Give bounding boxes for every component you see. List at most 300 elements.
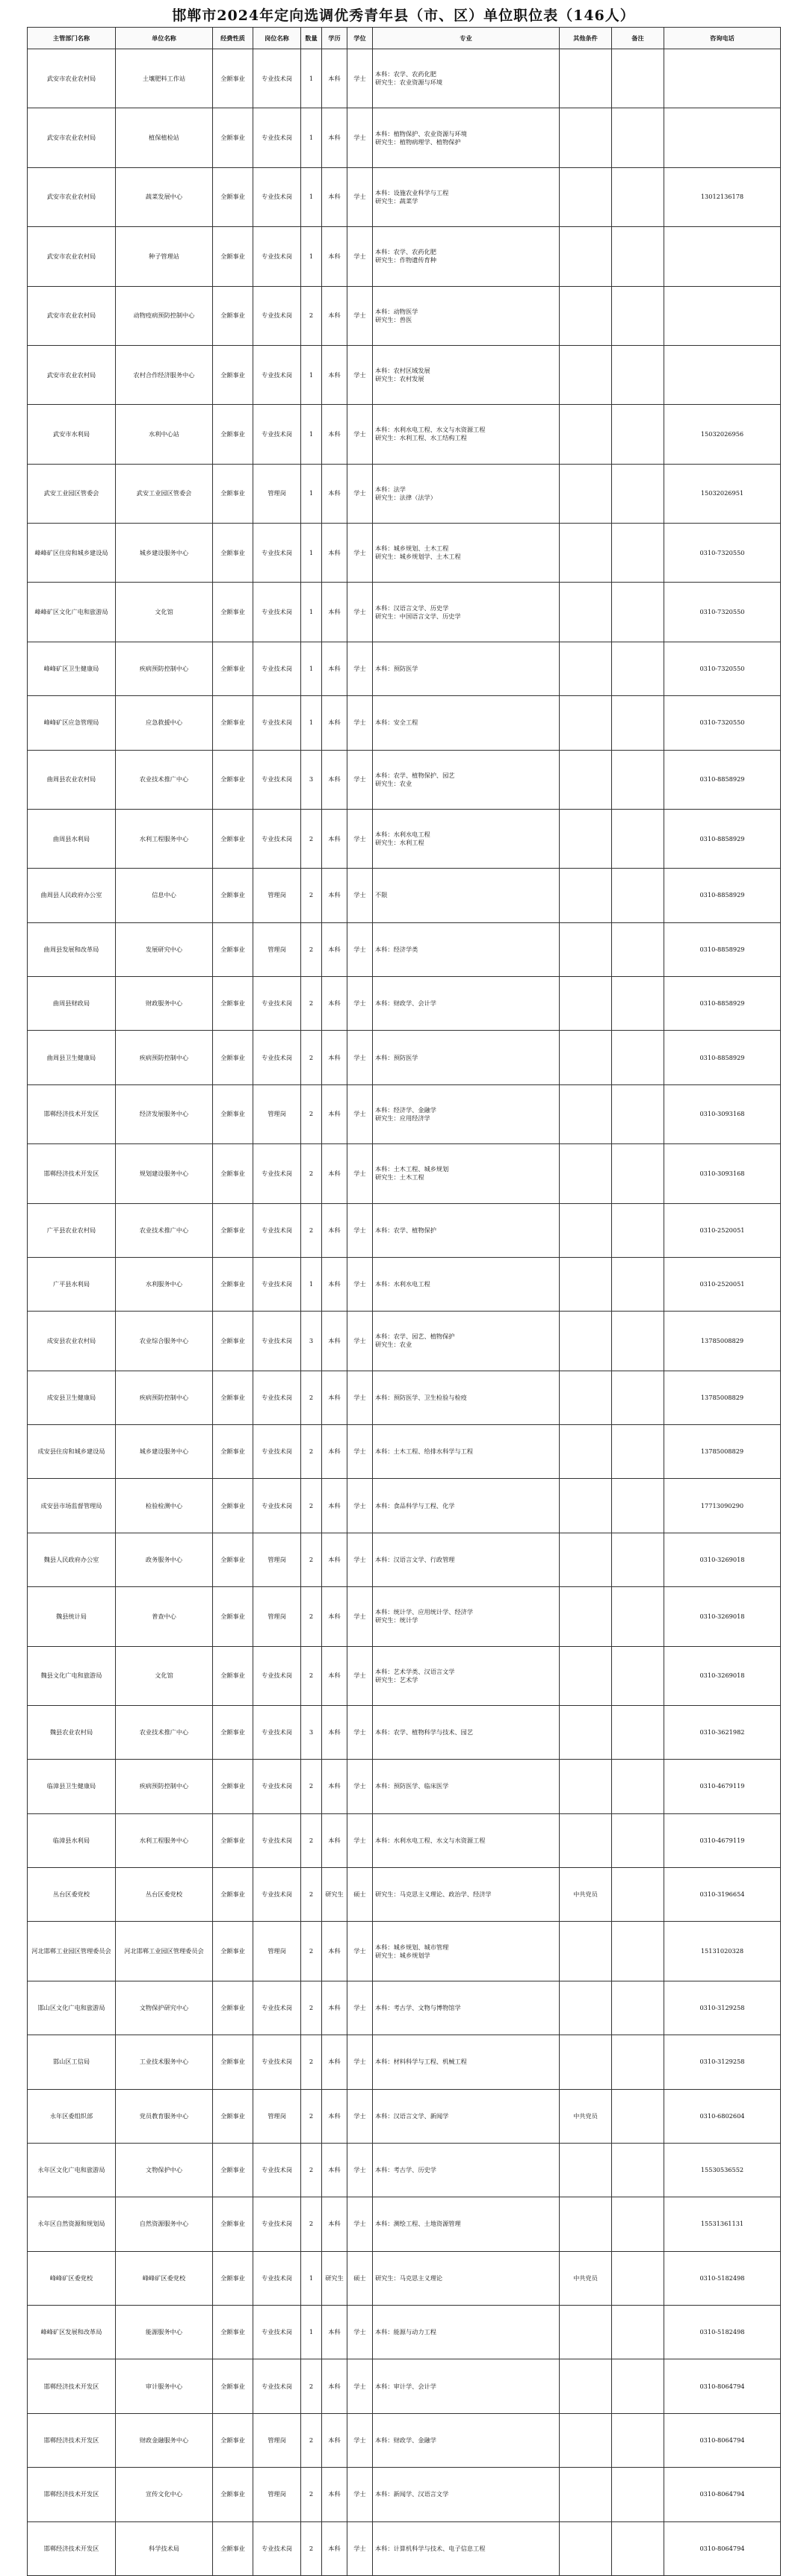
cell-edu: 本科 — [322, 1705, 347, 1759]
cell-major: 本科：水利水电工程、水文与水资源工程 — [373, 1813, 560, 1867]
cell-deg: 学士 — [347, 809, 373, 868]
cell-deg: 学士 — [347, 167, 373, 226]
cell-deg: 学士 — [347, 642, 373, 695]
cell-post: 管理岗 — [253, 1587, 301, 1646]
cell-note — [612, 696, 664, 750]
cell-tel: 15530536552 — [664, 2143, 781, 2197]
cell-tel: 0310-2520051 — [664, 1203, 781, 1257]
cell-deg: 学士 — [347, 1922, 373, 1981]
cell-post: 专业技术岗 — [253, 2251, 301, 2305]
cell-num: 3 — [301, 750, 322, 809]
cell-tel: 0310-5182498 — [664, 2251, 781, 2305]
table-row — [28, 2035, 781, 2089]
table-row — [28, 524, 781, 583]
table-row — [28, 49, 781, 108]
cell-tel: 0310-2520051 — [664, 1257, 781, 1311]
cell-num: 1 — [301, 464, 322, 523]
cell-post: 管理岗 — [253, 2089, 301, 2143]
cell-other — [560, 750, 612, 809]
cell-edu: 本科 — [322, 1646, 347, 1705]
cell-fund: 全额事业 — [213, 1981, 253, 2035]
cell-tel: 15131020328 — [664, 1922, 781, 1981]
cell-other — [560, 1425, 612, 1479]
cell-num: 2 — [301, 809, 322, 868]
cell-major: 本科：汉语言文学、历史学 研究生：中国语言文学、历史学 — [373, 583, 560, 642]
cell-unit: 宣传文化中心 — [116, 2468, 213, 2521]
table-row — [28, 922, 781, 976]
cell-tel: 0310-7320550 — [664, 524, 781, 583]
cell-fund: 全额事业 — [213, 1425, 253, 1479]
cell-major: 本科：法学 研究生：法律（法学） — [373, 464, 560, 523]
cell-deg: 学士 — [347, 345, 373, 404]
cell-other — [560, 869, 612, 922]
cell-fund: 全额事业 — [213, 1705, 253, 1759]
column-header: 数量 — [301, 28, 322, 49]
cell-post: 专业技术岗 — [253, 696, 301, 750]
cell-note — [612, 2521, 664, 2575]
column-header: 主管部门名称 — [28, 28, 116, 49]
cell-fund: 全额事业 — [213, 583, 253, 642]
cell-other — [560, 1312, 612, 1371]
cell-num: 1 — [301, 1257, 322, 1311]
cell-post: 专业技术岗 — [253, 1705, 301, 1759]
cell-post: 专业技术岗 — [253, 809, 301, 868]
cell-unit: 文化馆 — [116, 1646, 213, 1705]
cell-major: 本科：水利水电工程 研究生：水利工程 — [373, 809, 560, 868]
cell-unit: 疾病预防控制中心 — [116, 1031, 213, 1084]
cell-note — [612, 1646, 664, 1705]
table-row — [28, 2089, 781, 2143]
cell-note — [612, 1587, 664, 1646]
cell-major: 本科：预防医学 — [373, 1031, 560, 1084]
cell-unit: 疾病预防控制中心 — [116, 1371, 213, 1424]
cell-unit: 政务服务中心 — [116, 1533, 213, 1586]
cell-major: 本科：动物医学 研究生：兽医 — [373, 286, 560, 345]
cell-deg: 硕士 — [347, 2251, 373, 2305]
cell-edu: 本科 — [322, 2035, 347, 2089]
cell-fund: 全额事业 — [213, 1646, 253, 1705]
cell-deg: 学士 — [347, 1587, 373, 1646]
cell-deg: 学士 — [347, 2521, 373, 2575]
cell-other: 中共党员 — [560, 2089, 612, 2143]
cell-post: 专业技术岗 — [253, 2143, 301, 2197]
table-row — [28, 2413, 781, 2467]
table-row — [28, 1981, 781, 2035]
cell-edu: 本科 — [322, 696, 347, 750]
cell-post: 专业技术岗 — [253, 345, 301, 404]
cell-deg: 学士 — [347, 227, 373, 286]
cell-dept: 魏县人民政府办公室 — [28, 1533, 116, 1586]
cell-deg: 学士 — [347, 1813, 373, 1867]
cell-other — [560, 49, 612, 108]
cell-deg: 学士 — [347, 922, 373, 976]
cell-dept: 峰峰矿区文化广电和旅游局 — [28, 583, 116, 642]
cell-dept: 邯郸经济技术开发区 — [28, 1084, 116, 1143]
column-header: 咨询电话 — [664, 28, 781, 49]
cell-unit: 水利工程服务中心 — [116, 1813, 213, 1867]
column-header: 备注 — [612, 28, 664, 49]
cell-post: 管理岗 — [253, 1922, 301, 1981]
table-header-row — [28, 28, 781, 49]
cell-dept: 魏县统计局 — [28, 1587, 116, 1646]
cell-note — [612, 2035, 664, 2089]
cell-other — [560, 1813, 612, 1867]
cell-note — [612, 1257, 664, 1311]
cell-edu: 本科 — [322, 49, 347, 108]
cell-major: 本科：农学、园艺、植物保护 研究生：农业 — [373, 1312, 560, 1371]
cell-edu: 本科 — [322, 167, 347, 226]
cell-post: 专业技术岗 — [253, 1813, 301, 1867]
cell-note — [612, 2413, 664, 2467]
cell-tel: 0310-3269018 — [664, 1533, 781, 1586]
cell-major: 本科：土木工程、给排水科学与工程 — [373, 1425, 560, 1479]
table-row — [28, 1587, 781, 1646]
cell-post: 管理岗 — [253, 869, 301, 922]
cell-unit: 农业技术推广中心 — [116, 750, 213, 809]
cell-tel — [664, 345, 781, 404]
table-row — [28, 2306, 781, 2359]
cell-post: 专业技术岗 — [253, 2197, 301, 2251]
cell-major: 研究生：马克思主义理论、政治学、经济学 — [373, 1868, 560, 1922]
cell-num: 1 — [301, 167, 322, 226]
cell-num: 2 — [301, 1981, 322, 2035]
cell-deg: 学士 — [347, 108, 373, 167]
cell-major: 本科：农村区域发展 研究生：农村发展 — [373, 345, 560, 404]
cell-tel: 0310-5182498 — [664, 2306, 781, 2359]
cell-major: 本科：能源与动力工程 — [373, 2306, 560, 2359]
cell-unit: 水利服务中心 — [116, 1257, 213, 1311]
cell-num: 1 — [301, 227, 322, 286]
cell-dept: 武安工业园区管委会 — [28, 464, 116, 523]
cell-post: 专业技术岗 — [253, 977, 301, 1031]
cell-unit: 发展研究中心 — [116, 922, 213, 976]
cell-dept: 成安县卫生健康局 — [28, 1371, 116, 1424]
cell-post: 专业技术岗 — [253, 2035, 301, 2089]
cell-note — [612, 49, 664, 108]
cell-unit: 审计服务中心 — [116, 2359, 213, 2413]
cell-fund: 全额事业 — [213, 1813, 253, 1867]
cell-note — [612, 167, 664, 226]
cell-fund: 全额事业 — [213, 1257, 253, 1311]
cell-post: 专业技术岗 — [253, 1312, 301, 1371]
cell-note — [612, 2359, 664, 2413]
cell-num: 2 — [301, 2359, 322, 2413]
cell-note — [612, 2089, 664, 2143]
table-row — [28, 1371, 781, 1424]
cell-other — [560, 2521, 612, 2575]
cell-post: 专业技术岗 — [253, 1981, 301, 2035]
cell-num: 1 — [301, 2306, 322, 2359]
cell-fund: 全额事业 — [213, 345, 253, 404]
cell-unit: 种子管理站 — [116, 227, 213, 286]
cell-other — [560, 1371, 612, 1424]
cell-deg: 学士 — [347, 1425, 373, 1479]
cell-major: 本科：审计学、会计学 — [373, 2359, 560, 2413]
cell-major: 本科：预防医学、临床医学 — [373, 1760, 560, 1813]
cell-num: 2 — [301, 2035, 322, 2089]
cell-num: 2 — [301, 1646, 322, 1705]
cell-edu: 本科 — [322, 809, 347, 868]
cell-note — [612, 2143, 664, 2197]
cell-tel: 0310-4679119 — [664, 1760, 781, 1813]
cell-major: 本科：财政学、金融学 — [373, 2413, 560, 2467]
cell-fund: 全额事业 — [213, 2143, 253, 2197]
cell-major: 本科：材料科学与工程、机械工程 — [373, 2035, 560, 2089]
cell-note — [612, 2468, 664, 2521]
cell-dept: 成安县农业农村局 — [28, 1312, 116, 1371]
cell-dept: 临漳县卫生健康局 — [28, 1760, 116, 1813]
cell-fund: 全额事业 — [213, 922, 253, 976]
cell-num: 2 — [301, 2143, 322, 2197]
cell-edu: 本科 — [322, 1031, 347, 1084]
cell-num: 1 — [301, 108, 322, 167]
cell-fund: 全额事业 — [213, 405, 253, 464]
cell-fund: 全额事业 — [213, 2197, 253, 2251]
cell-deg: 学士 — [347, 49, 373, 108]
cell-unit: 农业技术推广中心 — [116, 1705, 213, 1759]
cell-edu: 本科 — [322, 977, 347, 1031]
cell-deg: 学士 — [347, 1031, 373, 1084]
cell-deg: 学士 — [347, 2197, 373, 2251]
cell-post: 专业技术岗 — [253, 108, 301, 167]
cell-note — [612, 1084, 664, 1143]
cell-tel: 0310-8064794 — [664, 2468, 781, 2521]
cell-fund: 全额事业 — [213, 1031, 253, 1084]
cell-num: 2 — [301, 2197, 322, 2251]
cell-other — [560, 405, 612, 464]
cell-major: 本科：农学、植物保护 — [373, 1203, 560, 1257]
cell-major: 本科：农学、农药化肥 研究生：作物遗传育种 — [373, 227, 560, 286]
cell-other — [560, 1257, 612, 1311]
cell-note — [612, 2251, 664, 2305]
cell-other — [560, 1922, 612, 1981]
cell-fund: 全额事业 — [213, 1868, 253, 1922]
cell-fund: 全额事业 — [213, 2306, 253, 2359]
cell-tel: 0310-3093168 — [664, 1084, 781, 1143]
cell-num: 1 — [301, 642, 322, 695]
cell-deg: 学士 — [347, 750, 373, 809]
cell-edu: 本科 — [322, 922, 347, 976]
cell-tel: 0310-8858929 — [664, 977, 781, 1031]
cell-other — [560, 1646, 612, 1705]
cell-deg: 学士 — [347, 1371, 373, 1424]
cell-dept: 峰峰矿区住房和城乡建设局 — [28, 524, 116, 583]
cell-fund: 全额事业 — [213, 2359, 253, 2413]
cell-other — [560, 809, 612, 868]
cell-tel: 0310-6802604 — [664, 2089, 781, 2143]
cell-note — [612, 286, 664, 345]
cell-note — [612, 1705, 664, 1759]
cell-note — [612, 2306, 664, 2359]
cell-note — [612, 869, 664, 922]
table-row — [28, 1760, 781, 1813]
cell-fund: 全额事业 — [213, 1144, 253, 1203]
cell-deg: 学士 — [347, 1981, 373, 2035]
cell-other: 中共党员 — [560, 2251, 612, 2305]
cell-fund: 全额事业 — [213, 1479, 253, 1533]
cell-dept: 邯山区文化广电和旅游局 — [28, 1981, 116, 2035]
cell-tel: 0310-3093168 — [664, 1144, 781, 1203]
cell-tel: 13012136178 — [664, 167, 781, 226]
cell-post: 管理岗 — [253, 922, 301, 976]
cell-fund: 全额事业 — [213, 809, 253, 868]
cell-deg: 学士 — [347, 1203, 373, 1257]
cell-tel: 0310-8064794 — [664, 2359, 781, 2413]
cell-dept: 曲周县发展和改革局 — [28, 922, 116, 976]
cell-edu: 本科 — [322, 869, 347, 922]
cell-num: 2 — [301, 2089, 322, 2143]
cell-other — [560, 1084, 612, 1143]
cell-edu: 本科 — [322, 1371, 347, 1424]
cell-edu: 本科 — [322, 2468, 347, 2521]
cell-unit: 文化馆 — [116, 583, 213, 642]
column-header: 经费性质 — [213, 28, 253, 49]
cell-note — [612, 1144, 664, 1203]
cell-deg: 学士 — [347, 1705, 373, 1759]
cell-num: 1 — [301, 2251, 322, 2305]
cell-edu: 本科 — [322, 2197, 347, 2251]
cell-unit: 信息中心 — [116, 869, 213, 922]
cell-note — [612, 524, 664, 583]
cell-fund: 全额事业 — [213, 167, 253, 226]
cell-deg: 学士 — [347, 2035, 373, 2089]
cell-fund: 全额事业 — [213, 2035, 253, 2089]
cell-edu: 研究生 — [322, 2251, 347, 2305]
cell-dept: 邯山区工信局 — [28, 2035, 116, 2089]
cell-edu: 本科 — [322, 1084, 347, 1143]
cell-deg: 学士 — [347, 1760, 373, 1813]
table-row — [28, 1144, 781, 1203]
cell-dept: 武安市农业农村局 — [28, 227, 116, 286]
cell-fund: 全额事业 — [213, 2089, 253, 2143]
cell-fund: 全额事业 — [213, 2413, 253, 2467]
table-row — [28, 1813, 781, 1867]
cell-deg: 学士 — [347, 286, 373, 345]
cell-dept: 邯郸经济技术开发区 — [28, 2521, 116, 2575]
cell-unit: 农村合作经济服务中心 — [116, 345, 213, 404]
table-row — [28, 464, 781, 523]
cell-dept: 广平县水利局 — [28, 1257, 116, 1311]
cell-deg: 学士 — [347, 464, 373, 523]
cell-num: 2 — [301, 1479, 322, 1533]
cell-fund: 全额事业 — [213, 1312, 253, 1371]
cell-post: 管理岗 — [253, 2468, 301, 2521]
cell-post: 专业技术岗 — [253, 1144, 301, 1203]
cell-tel: 0310-3269018 — [664, 1587, 781, 1646]
cell-fund: 全额事业 — [213, 1587, 253, 1646]
cell-deg: 学士 — [347, 2143, 373, 2197]
cell-other — [560, 2359, 612, 2413]
cell-note — [612, 809, 664, 868]
cell-num: 2 — [301, 1868, 322, 1922]
table-row — [28, 345, 781, 404]
cell-fund: 全额事业 — [213, 696, 253, 750]
cell-fund: 全额事业 — [213, 2251, 253, 2305]
table-row — [28, 2468, 781, 2521]
cell-note — [612, 1425, 664, 1479]
cell-num: 2 — [301, 1533, 322, 1586]
cell-edu: 本科 — [322, 1922, 347, 1981]
cell-post: 管理岗 — [253, 1533, 301, 1586]
cell-edu: 本科 — [322, 1981, 347, 2035]
cell-other — [560, 922, 612, 976]
cell-dept: 魏县文化广电和旅游局 — [28, 1646, 116, 1705]
position-table — [27, 27, 781, 2576]
cell-note — [612, 1031, 664, 1084]
cell-note — [612, 1813, 664, 1867]
cell-num: 2 — [301, 869, 322, 922]
cell-major: 本科：经济学、金融学 研究生：应用经济学 — [373, 1084, 560, 1143]
cell-edu: 本科 — [322, 1479, 347, 1533]
cell-dept: 邯郸经济技术开发区 — [28, 2468, 116, 2521]
cell-note — [612, 2197, 664, 2251]
cell-unit: 植保植检站 — [116, 108, 213, 167]
cell-unit: 水利工程服务中心 — [116, 809, 213, 868]
cell-dept: 邯郸经济技术开发区 — [28, 1144, 116, 1203]
table-row — [28, 227, 781, 286]
cell-num: 1 — [301, 49, 322, 108]
cell-unit: 科学技术局 — [116, 2521, 213, 2575]
cell-num: 2 — [301, 1144, 322, 1203]
cell-unit: 动物疫病预防控制中心 — [116, 286, 213, 345]
cell-unit: 农业技术推广中心 — [116, 1203, 213, 1257]
cell-dept: 峰峰矿区委党校 — [28, 2251, 116, 2305]
cell-major: 本科：水利水电工程、水文与水资源工程 研究生：水利工程、水工结构工程 — [373, 405, 560, 464]
cell-deg: 学士 — [347, 1257, 373, 1311]
cell-other — [560, 1144, 612, 1203]
cell-deg: 学士 — [347, 2468, 373, 2521]
cell-edu: 本科 — [322, 464, 347, 523]
cell-tel: 13785008829 — [664, 1312, 781, 1371]
column-header: 单位名称 — [116, 28, 213, 49]
cell-unit: 文物保护中心 — [116, 2143, 213, 2197]
cell-edu: 本科 — [322, 2359, 347, 2413]
cell-unit: 水利中心站 — [116, 405, 213, 464]
cell-unit: 河北邯郸工业园区管理委员会 — [116, 1922, 213, 1981]
cell-edu: 本科 — [322, 1425, 347, 1479]
cell-deg: 学士 — [347, 1646, 373, 1705]
cell-deg: 学士 — [347, 2413, 373, 2467]
column-header: 学历 — [322, 28, 347, 49]
cell-deg: 硕士 — [347, 1868, 373, 1922]
cell-tel: 15531361131 — [664, 2197, 781, 2251]
cell-dept: 魏县农业农村局 — [28, 1705, 116, 1759]
cell-dept: 丛台区委党校 — [28, 1868, 116, 1922]
table-row — [28, 2251, 781, 2305]
cell-unit: 财政服务中心 — [116, 977, 213, 1031]
cell-edu: 本科 — [322, 1203, 347, 1257]
cell-num: 3 — [301, 1312, 322, 1371]
cell-num: 2 — [301, 1425, 322, 1479]
cell-num: 1 — [301, 345, 322, 404]
cell-deg: 学士 — [347, 583, 373, 642]
table-row — [28, 1084, 781, 1143]
cell-dept: 永年区委组织部 — [28, 2089, 116, 2143]
cell-note — [612, 1533, 664, 1586]
cell-note — [612, 583, 664, 642]
cell-major: 本科：安全工程 — [373, 696, 560, 750]
cell-fund: 全额事业 — [213, 227, 253, 286]
table-row — [28, 809, 781, 868]
cell-tel: 13785008829 — [664, 1425, 781, 1479]
table-row — [28, 1922, 781, 1981]
page-title: 邯郸市2024年定向选调优秀青年县（市、区）单位职位表（146人） — [172, 7, 635, 24]
cell-dept: 邯郸经济技术开发区 — [28, 2359, 116, 2413]
cell-deg: 学士 — [347, 977, 373, 1031]
cell-other — [560, 524, 612, 583]
cell-fund: 全额事业 — [213, 286, 253, 345]
cell-tel: 0310-8064794 — [664, 2521, 781, 2575]
